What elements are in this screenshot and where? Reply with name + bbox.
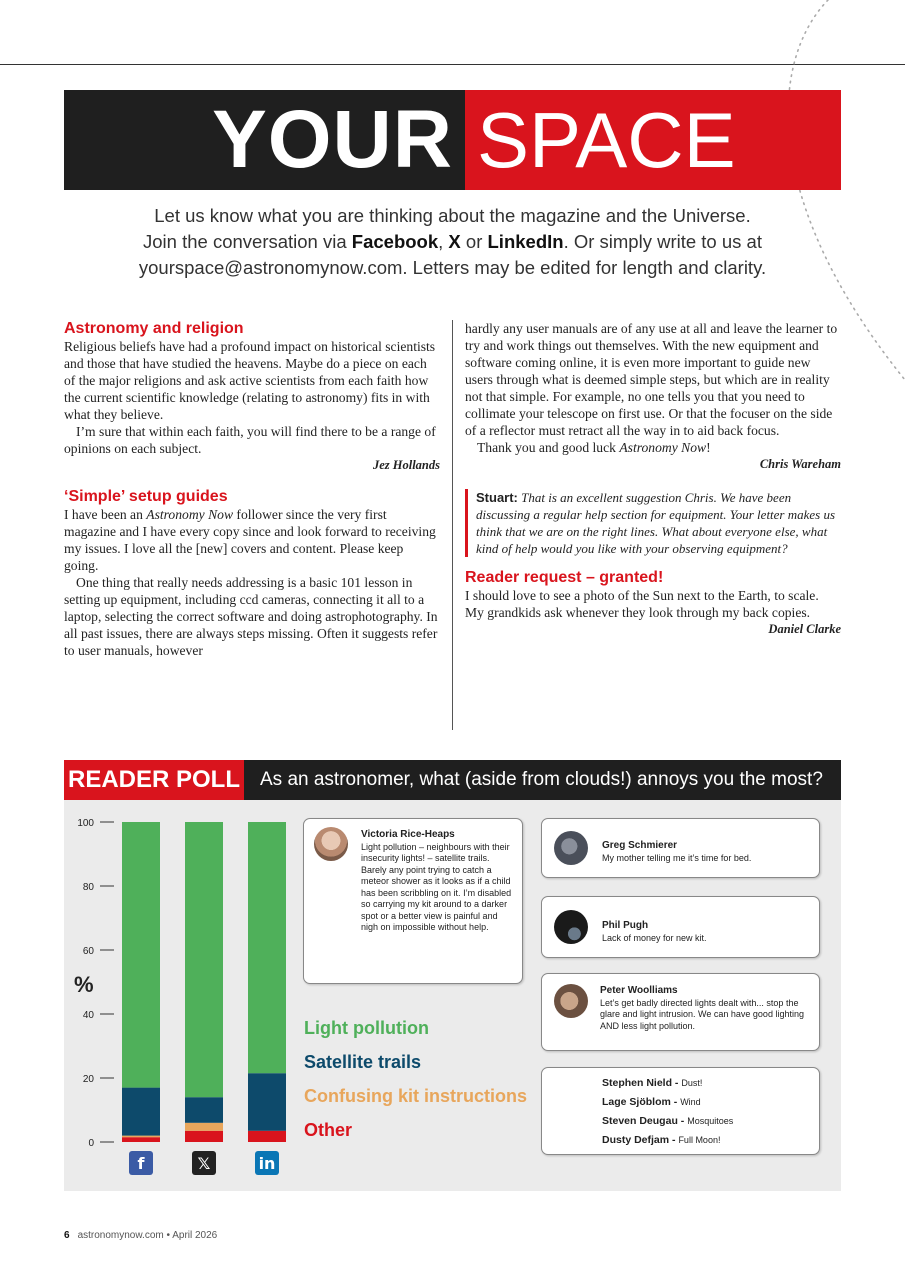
- title-banner: [64, 90, 841, 190]
- brief-response: [602, 1074, 733, 1093]
- response-card: [541, 973, 820, 1051]
- y-tick-label: 60: [82, 946, 94, 957]
- response-name: Greg Schmierer: [602, 840, 678, 851]
- text-run: I have been an: [64, 507, 147, 522]
- brief-text: Mosquitoes: [687, 1116, 734, 1126]
- text-run: Thank you and good luck: [477, 440, 620, 455]
- brief-name: Stephen Nield -: [602, 1077, 679, 1089]
- letter-paragraph: I’m sure that within each faith, you will find there to be a range of opinions on each subject.: [64, 424, 436, 456]
- bar-segment: [248, 1073, 286, 1131]
- bar-segment: [185, 822, 223, 1097]
- intro-text-a: Join the conversation via: [143, 231, 352, 252]
- letter-heading: Astronomy and religion: [64, 320, 244, 337]
- column-divider: [452, 320, 453, 730]
- facebook-icon-glyph: f: [137, 1154, 145, 1173]
- response-card: [303, 818, 523, 984]
- left-column: [64, 320, 440, 659]
- intro-or: or: [460, 231, 488, 252]
- text-run: follower since the very first magazine and I have every copy since and look forward to receiving my issues. I love all the [new] covers and content. Please keep going.: [64, 507, 436, 573]
- letter-signature: Daniel Clarke: [768, 622, 841, 636]
- right-column: [465, 320, 841, 638]
- linkedin-icon-glyph: in: [258, 1154, 276, 1173]
- brief-text: Wind: [680, 1097, 701, 1107]
- legend-light-pollution: Light pollution: [304, 1018, 429, 1038]
- reply-author: Stuart:: [476, 490, 518, 505]
- linkedin-link[interactable]: LinkedIn: [487, 231, 564, 252]
- response-card: [541, 818, 820, 878]
- bar-segment: [185, 1097, 223, 1123]
- intro-comma: ,: [438, 231, 449, 252]
- response-text: Let’s get badly directed lights dealt with... stop the glare and light intrusion. We can have good lighting AND less light pollution.: [600, 997, 804, 1031]
- text-run: !: [706, 440, 711, 455]
- response-text: Light pollution – neighbours with their insecurity lights! – satellite trails. Barely any point trying to catch a meteor shower as it looks as if a child has been scribbling on it. I’m disabled so carrying my kit around to a darker spot or a better view is painful and nigh on impossible without help.: [361, 841, 512, 932]
- poll-question: As an astronomer, what (aside from clouds!) annoys you the most?: [260, 769, 823, 790]
- intro-line-1: Let us know what you are thinking about the magazine and the Universe.: [154, 205, 751, 226]
- magazine-name: Astronomy Now: [146, 507, 234, 522]
- response-name: Peter Woolliams: [600, 985, 678, 996]
- letter-paragraph: I should love to see a photo of the Sun next to the Earth, to scale. My grandkids ask whenever they look through my back copies.: [465, 588, 819, 620]
- brief-responses-card: [541, 1067, 820, 1155]
- bar-segment: [185, 1123, 223, 1131]
- letter-paragraph: One thing that really needs addressing is a basic 101 lesson in setting up equipment, including ccd cameras, connecting it all to a laptop, selecting the correct software and doing astrophotography. In all past issues, there are always steps missing. Often it suggests refer to user manuals, however: [64, 575, 438, 658]
- reader-poll: [64, 760, 841, 1191]
- y-tick-label: 20: [82, 1074, 94, 1085]
- legend-confusing-kit: Confusing kit instructions: [304, 1086, 527, 1106]
- editor-reply: [465, 489, 841, 557]
- letter-paragraph: [64, 506, 440, 574]
- brief-text: Dust!: [681, 1078, 703, 1088]
- page-footer: [64, 1230, 217, 1241]
- bar-segment: [248, 822, 286, 1073]
- bar-segment: [122, 822, 160, 1088]
- poll-chart: [64, 800, 304, 1191]
- title-space: SPACE: [477, 95, 736, 184]
- bar-segment: [122, 1137, 160, 1142]
- brief-name: Dusty Defjam -: [602, 1134, 676, 1146]
- y-tick-label: 0: [88, 1138, 94, 1149]
- letter-signature: Chris Wareham: [759, 457, 841, 471]
- response-text: My mother telling me it’s time for bed.: [602, 852, 752, 863]
- avatar: [554, 831, 588, 865]
- y-tick-label: 100: [77, 818, 94, 829]
- intro-line-2: [64, 229, 841, 255]
- poll-label: READER POLL: [64, 760, 244, 800]
- legend-satellite-trails: Satellite trails: [304, 1052, 422, 1072]
- reply-text: That is an excellent suggestion Chris. We have been discussing a regular help section for equipment. Your letter makes us think that we are on the right lines. What about everyone else, what kind of help would you like with your observing equipment?: [476, 490, 836, 556]
- facebook-link[interactable]: Facebook: [351, 231, 439, 252]
- letter-signature: Jez Hollands: [372, 458, 440, 472]
- letter-heading: ‘Simple’ setup guides: [64, 488, 228, 505]
- avatar: [314, 827, 348, 861]
- x-link[interactable]: X: [448, 231, 461, 252]
- letter-paragraph: Religious beliefs have had a profound impact on historical scientists and those that have studied the heavens. Maybe do a piece on each of the major religions and ask active scientists from each faith how the current scientific knowledge (relating to astronomy) fits in with what they believe.: [64, 339, 436, 422]
- y-tick-label: 80: [82, 882, 94, 893]
- x-icon-glyph: 𝕏: [197, 1154, 211, 1173]
- brief-response: [602, 1112, 733, 1131]
- brief-name: Lage Sjöblom -: [602, 1096, 678, 1108]
- magazine-name: Astronomy Now: [619, 440, 707, 455]
- letter-paragraph: [465, 439, 841, 456]
- letter-paragraph: hardly any user manuals are of any use at all and leave the learner to try and work things out themselves. With the new equipment and software coming online, it is even more important to guide new users through what is deemed simple steps, but which are in reality not that simple. For example, no one tells you that you need to collimate your telescope on first use. Or that the focuser on the side of a reflector must retract all the way in to aid back focus.: [465, 321, 838, 438]
- footer-text: astronomynow.com • April 2026: [77, 1230, 218, 1241]
- letter-heading: Reader request – granted!: [465, 569, 664, 586]
- bar-segment: [185, 1131, 223, 1142]
- brief-response: [602, 1093, 733, 1112]
- page-number: 6: [64, 1230, 70, 1241]
- bar-segment: [122, 1088, 160, 1136]
- bar-segment: [248, 1131, 286, 1142]
- bar-segment: [122, 1136, 160, 1138]
- intro-line-3: yourspace@astronomynow.com. Letters may be edited for length and clarity.: [138, 257, 767, 278]
- poll-header: [64, 760, 841, 800]
- brief-response: [602, 1131, 733, 1150]
- avatar: [554, 984, 588, 1018]
- title-your: YOUR: [212, 94, 453, 185]
- legend-other: Other: [304, 1120, 353, 1140]
- response-card: [541, 896, 820, 958]
- brief-text: Full Moon!: [678, 1135, 721, 1145]
- y-axis-label: %: [74, 972, 94, 997]
- response-text: Lack of money for new kit.: [602, 932, 707, 943]
- response-name: Victoria Rice-Heaps: [361, 829, 455, 840]
- avatar: [554, 910, 588, 944]
- y-tick-label: 40: [82, 1010, 94, 1021]
- intro-text-b: . Or simply write to us at: [563, 231, 762, 252]
- brief-name: Steven Deugau -: [602, 1115, 685, 1127]
- response-name: Phil Pugh: [602, 920, 649, 931]
- intro-text: [64, 203, 841, 281]
